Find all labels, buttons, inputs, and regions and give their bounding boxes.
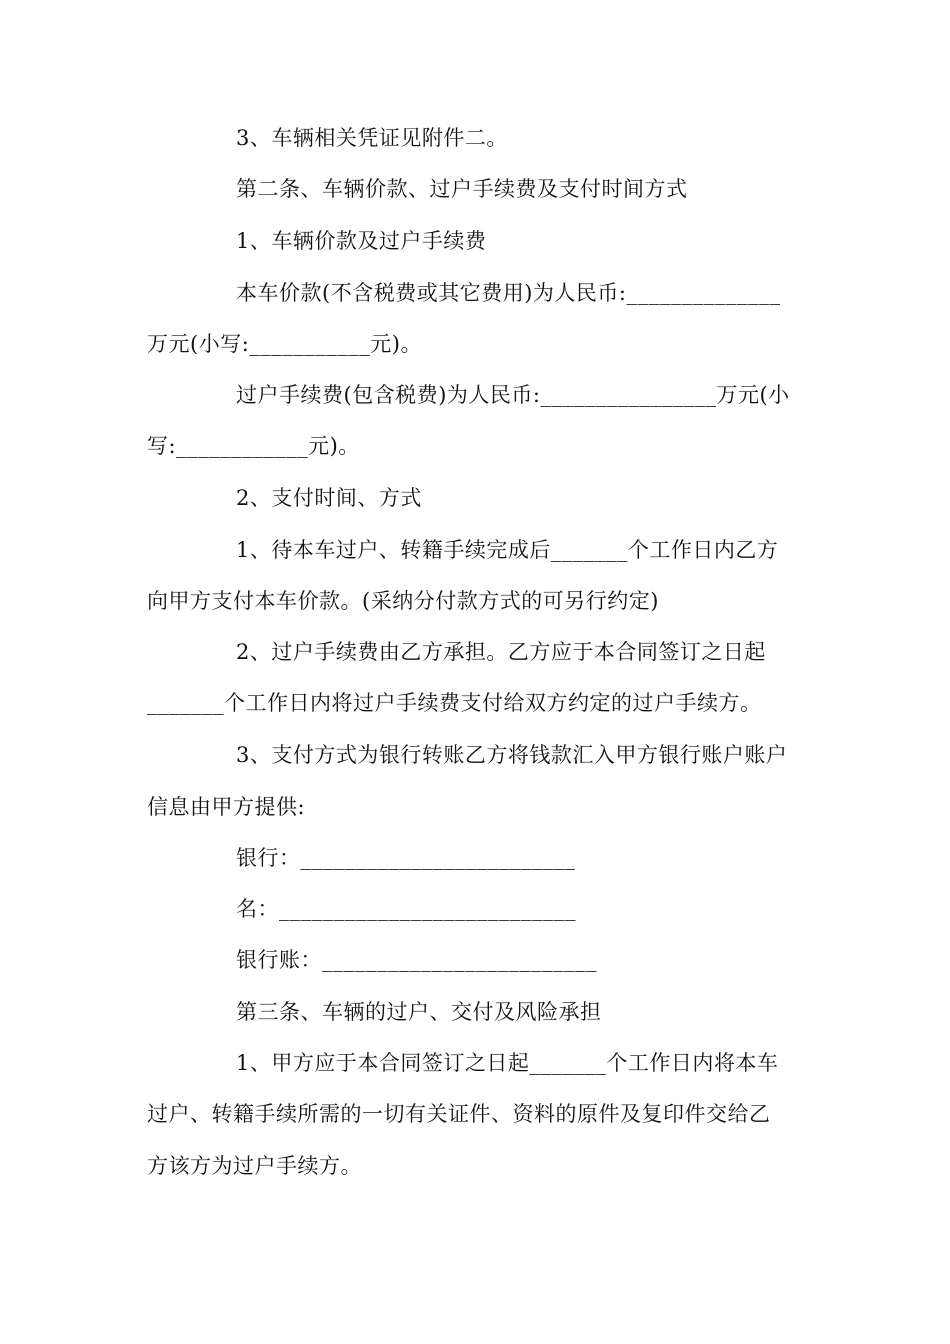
text-line-14: 信息由甲方提供: — [147, 795, 306, 819]
text-line-4: 本车价款(不含税费或其它费用)为人民币:______________ — [236, 281, 781, 305]
text-line-9: 1、待本车过户、转籍手续完成后_______个工作日内乙方 — [236, 538, 779, 562]
text-line-5: 万元(小写:___________元)。 — [147, 332, 422, 356]
text-line-13: 3、支付方式为银行转账乙方将钱款汇入甲方银行账户账户 — [236, 743, 788, 767]
text-line-21: 方该方为过户手续方。 — [147, 1154, 362, 1178]
text-line-1: 3、车辆相关凭证见附件二。 — [236, 126, 508, 150]
text-line-12: _______个工作日内将过户手续费支付给双方约定的过户手续方。 — [147, 691, 762, 715]
text-line-20: 过户、转籍手续所需的一切有关证件、资料的原件及复印件交给乙 — [147, 1102, 771, 1126]
section-heading-3: 第三条、车辆的过户、交付及风险承担 — [236, 1000, 602, 1024]
bank-field: 银行：_________________________ — [236, 846, 576, 870]
text-line-6: 过户手续费(包含税费)为人民币:________________万元(小 — [236, 383, 790, 407]
section-heading-2: 第二条、车辆价款、过户手续费及支付时间方式 — [236, 177, 688, 201]
bank-account-field: 银行账：_________________________ — [236, 948, 597, 972]
text-line-10: 向甲方支付本车价款。(采纳分付款方式的可另行约定) — [147, 589, 659, 613]
text-line-7: 写:____________元)。 — [147, 434, 360, 458]
text-line-8: 2、支付时间、方式 — [236, 486, 422, 510]
text-line-11: 2、过户手续费由乙方承担。乙方应于本合同签订之日起 — [236, 640, 766, 664]
text-line-19: 1、甲方应于本合同签订之日起_______个工作日内将本车 — [236, 1051, 779, 1075]
account-name-field: 名：___________________________ — [236, 897, 576, 921]
text-line-3: 1、车辆价款及过户手续费 — [236, 229, 487, 253]
